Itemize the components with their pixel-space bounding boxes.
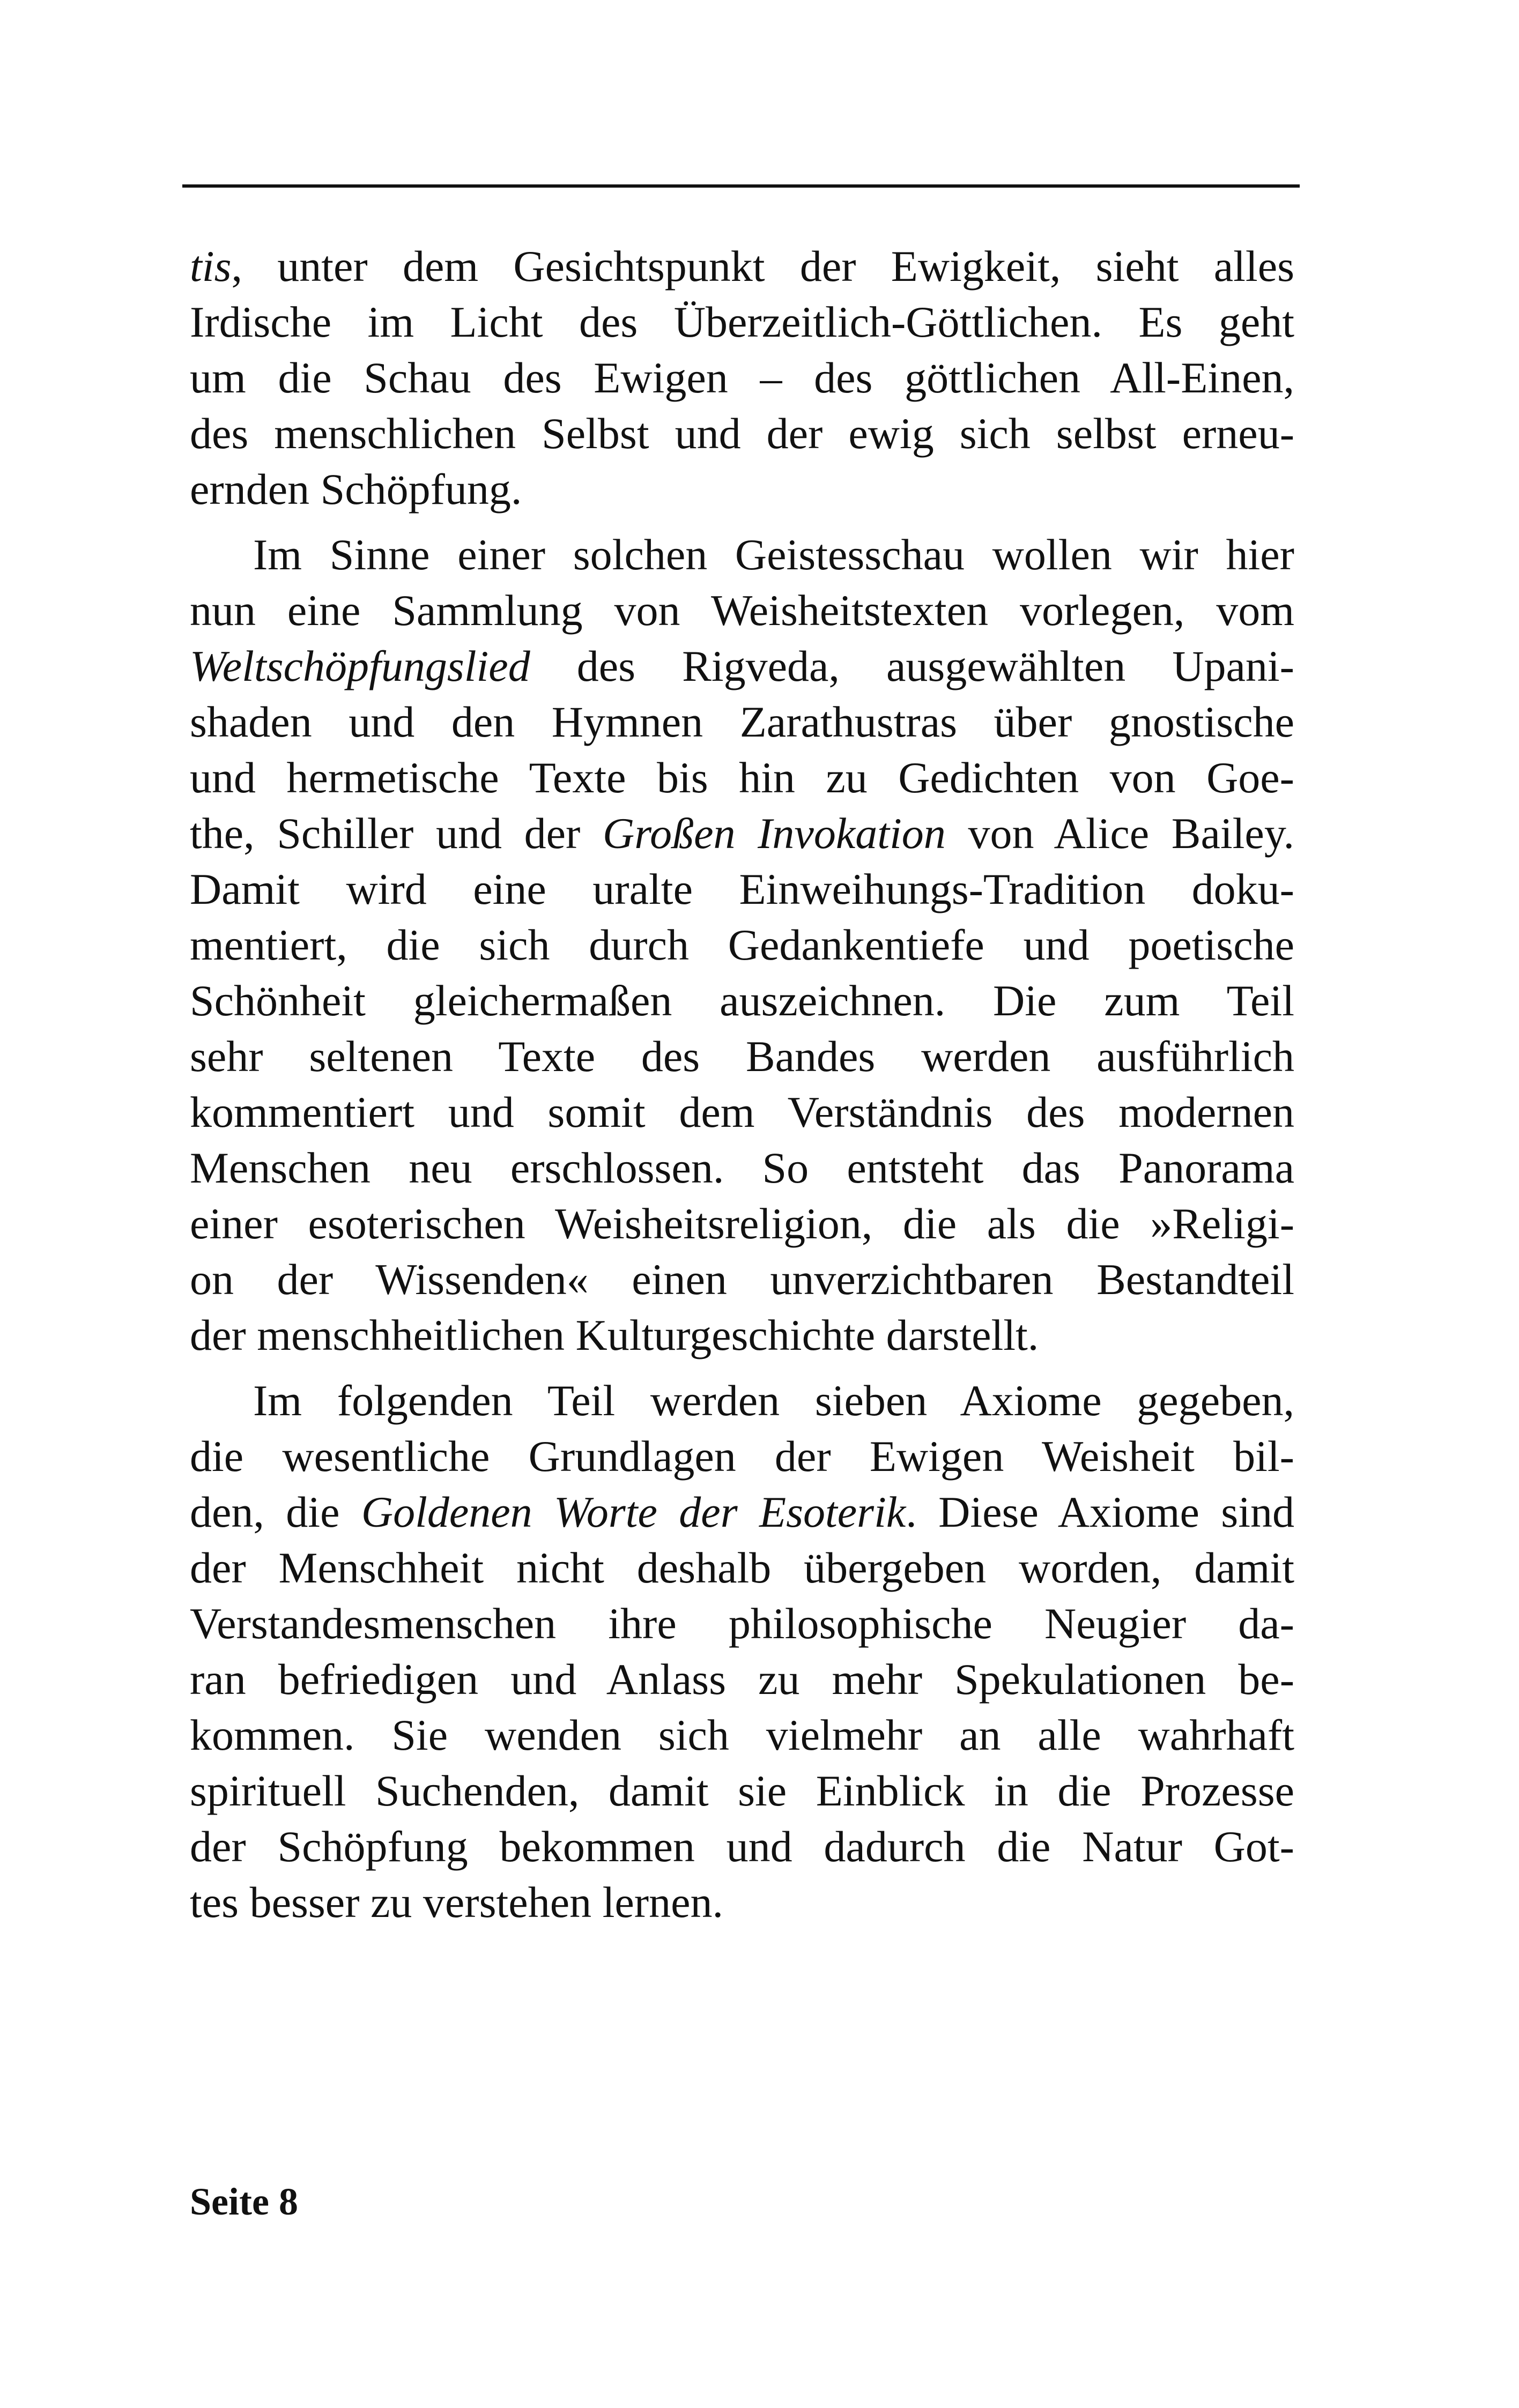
text-line: [190, 1652, 1294, 1707]
text-segment: den, die: [190, 1488, 361, 1536]
italic-segment: Weltschöpfungslied: [190, 642, 530, 690]
text-segment: der menschheitlichen Kulturgeschichte darstellt.: [190, 1311, 1039, 1359]
text-line: [190, 1252, 1294, 1307]
text-segment: Damit wird eine uralte Einweihungs-Tradition doku-: [190, 865, 1294, 913]
text-line: [190, 1819, 1294, 1875]
text-line: [190, 527, 1294, 583]
text-line: [190, 1484, 1294, 1540]
text-segment: ran befriedigen und Anlass zu mehr Spekulationen be-: [190, 1655, 1294, 1704]
italic-segment: Großen Invokation: [603, 809, 946, 858]
text-segment: Schönheit gleichermaßen auszeichnen. Die zum Teil: [190, 976, 1294, 1025]
text-segment: um die Schau des Ewigen – des göttlichen All-Einen,: [190, 353, 1294, 402]
text-segment: einer esoterischen Weisheitsreligion, die als die »Religi-: [190, 1199, 1294, 1248]
text-segment: des Rigveda, ausgewählten Upani-: [530, 642, 1294, 690]
text-line: [190, 1084, 1294, 1140]
text-segment: Irdische im Licht des Überzeitlich-Göttlichen. Es geht: [190, 298, 1294, 346]
text-segment: die wesentliche Grundlagen der Ewigen Weisheit bil-: [190, 1432, 1294, 1481]
text-segment: the, Schiller und der: [190, 809, 603, 858]
body-text: [190, 239, 1294, 1930]
text-line: [190, 1140, 1294, 1196]
text-line: [190, 638, 1294, 694]
text-line: [190, 750, 1294, 806]
text-line: [190, 239, 1294, 294]
italic-segment: Goldenen Worte der Esoterik: [361, 1488, 906, 1536]
text-segment: shaden und den Hymnen Zarathustras über gnostische: [190, 697, 1294, 746]
text-line: [190, 1540, 1294, 1596]
text-segment: tes besser zu verstehen lernen.: [190, 1878, 723, 1927]
text-line: [190, 294, 1294, 350]
text-line: [190, 1029, 1294, 1084]
text-line: [190, 350, 1294, 406]
text-line: [190, 1596, 1294, 1652]
text-segment: sehr seltenen Texte des Bandes werden ausführlich: [190, 1032, 1294, 1081]
text-segment: spirituell Suchenden, damit sie Einblick in die Prozesse: [190, 1766, 1294, 1815]
text-segment: . Diese Axiome sind: [906, 1488, 1294, 1536]
text-segment: nun eine Sammlung von Weisheitstexten vorlegen, vom: [190, 586, 1294, 635]
text-segment: kommen. Sie wenden sich vielmehr an alle wahrhaft: [190, 1711, 1294, 1759]
italic-segment: tis: [190, 242, 232, 291]
header-rule: [182, 184, 1300, 188]
text-line: [190, 1875, 1294, 1930]
text-segment: on der Wissenden« einen unverzichtbaren Bestandteil: [190, 1255, 1294, 1304]
text-line: [190, 1707, 1294, 1763]
text-line: [190, 1429, 1294, 1484]
text-segment: kommentiert und somit dem Verständnis des modernen: [190, 1088, 1294, 1136]
text-segment: des menschlichen Selbst und der ewig sich selbst erneu-: [190, 409, 1294, 458]
text-line: [190, 1196, 1294, 1252]
text-segment: ernden Schöpfung.: [190, 465, 522, 514]
text-segment: , unter dem Gesichtspunkt der Ewigkeit, sieht alles: [231, 242, 1294, 291]
text-line: [190, 1373, 1294, 1429]
text-segment: von Alice Bailey.: [945, 809, 1294, 858]
text-line: [190, 694, 1294, 750]
text-line: [190, 1307, 1294, 1363]
text-line: [190, 406, 1294, 462]
text-line: [190, 973, 1294, 1029]
text-line: [190, 462, 1294, 517]
text-line: [190, 583, 1294, 638]
page-number: Seite 8: [190, 2180, 298, 2223]
text-segment: der Schöpfung bekommen und dadurch die Natur Got-: [190, 1822, 1294, 1871]
text-segment: Im folgenden Teil werden sieben Axiome gegeben,: [253, 1376, 1294, 1425]
text-line: [190, 861, 1294, 917]
text-segment: Menschen neu erschlossen. So entsteht das Panorama: [190, 1143, 1294, 1192]
text-line: [190, 1763, 1294, 1819]
text-segment: und hermetische Texte bis hin zu Gedichten von Goe-: [190, 753, 1294, 802]
text-segment: der Menschheit nicht deshalb übergeben worden, damit: [190, 1543, 1294, 1592]
text-segment: mentiert, die sich durch Gedankentiefe und poetische: [190, 920, 1294, 969]
text-segment: Verstandesmenschen ihre philosophische Neugier da-: [190, 1599, 1294, 1648]
text-line: [190, 806, 1294, 861]
text-segment: Im Sinne einer solchen Geistesschau wollen wir hier: [253, 530, 1294, 579]
text-line: [190, 917, 1294, 973]
